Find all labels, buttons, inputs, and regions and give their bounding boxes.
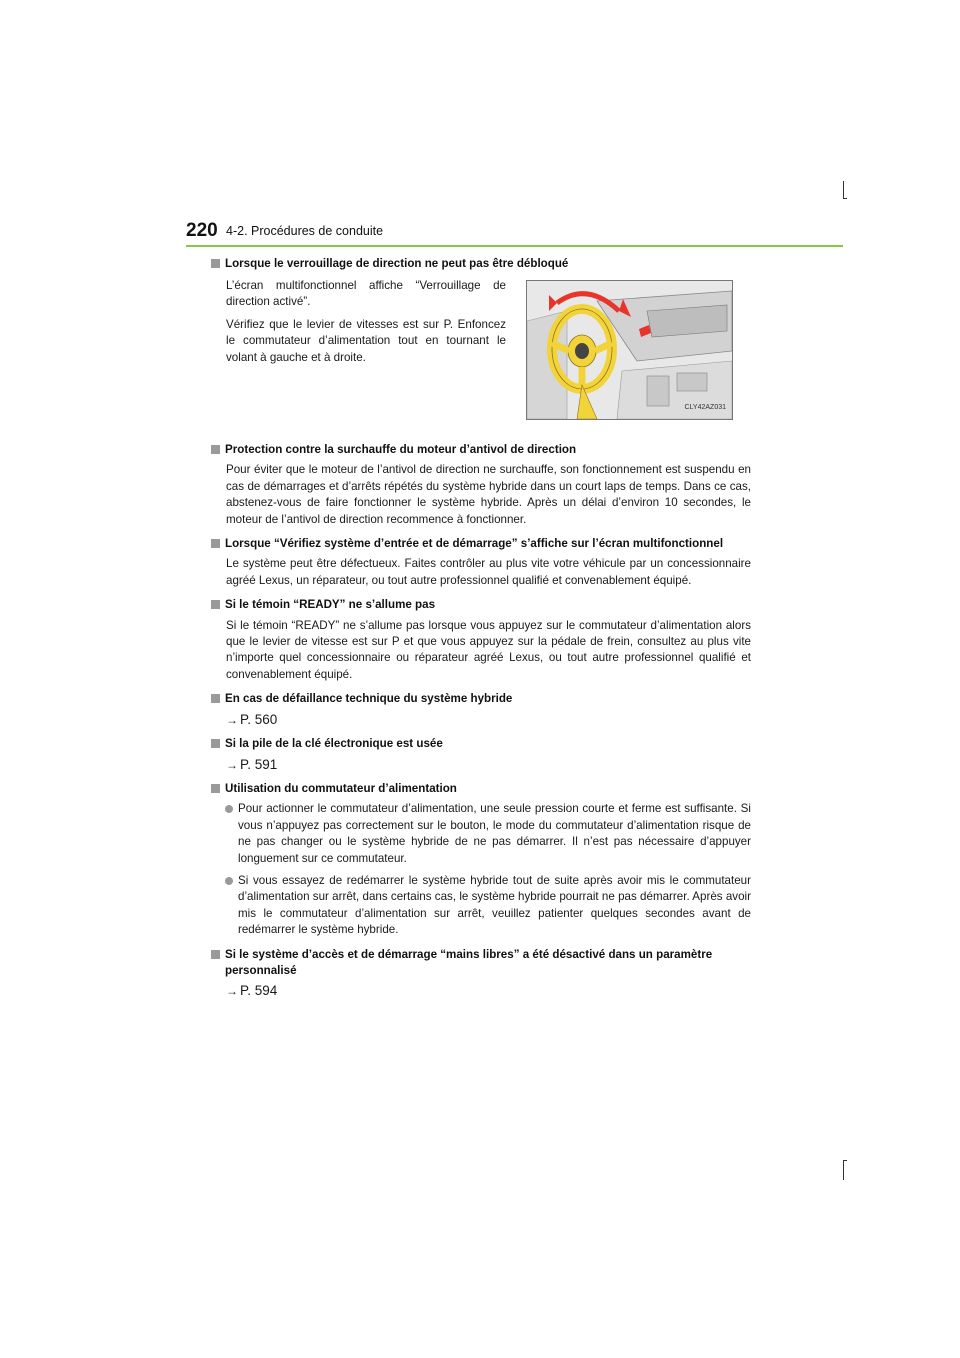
crop-mark-top <box>843 181 844 199</box>
paragraph: L’écran multifonctionnel affiche “Verrouillage de direction activé”. <box>226 279 506 309</box>
square-bullet-icon <box>211 539 220 548</box>
figure-code: CLY42AZ031 <box>684 403 726 411</box>
section-key-battery <box>211 736 751 773</box>
section-title: 4-2. Procédures de conduite <box>226 224 384 238</box>
square-bullet-icon <box>211 950 220 959</box>
list-item: Si vous essayez de redémarrer le système hybride tout de suite après avoir mis le commutateur d’alimentation sur arrêt, dans certains cas, le système hybride pourrait ne pas démarrer. Après avoir mis le commutateur d’alimentation sur arrêt, veuillez patienter quelques secondes avant de redémarrer le système hybride. <box>211 873 751 939</box>
section-heading: Si le témoin “READY” ne s’allume pas <box>211 597 751 613</box>
arrow-right-icon: → <box>226 757 238 772</box>
square-bullet-icon <box>211 445 220 454</box>
crop-mark-bottom-head <box>843 1160 847 1161</box>
square-bullet-icon <box>211 259 220 268</box>
steering-wheel-illustration-icon <box>527 281 732 419</box>
section-body <box>226 278 506 372</box>
paragraph: Le système peut être défectueux. Faites contrôler au plus vite votre véhicule par un concessionnaire agréé Lexus, un réparateur, ou tout autre professionnel qualifié et convenablement équipé. <box>226 557 751 587</box>
page-reference-link[interactable]: → P. 594 <box>226 983 278 999</box>
round-bullet-icon <box>225 877 233 885</box>
section-ready-indicator <box>211 597 751 683</box>
page-reference-link[interactable]: → P. 591 <box>226 756 278 772</box>
section-check-system <box>211 536 751 589</box>
crop-mark-top-foot <box>843 198 847 199</box>
round-bullet-icon <box>225 805 233 813</box>
section-power-switch-use <box>211 781 751 939</box>
page-number: 220 <box>186 220 218 241</box>
page-content <box>211 256 751 1008</box>
arrow-right-icon: → <box>226 984 238 999</box>
steering-wheel-figure <box>526 280 733 420</box>
section-motor-overheat <box>211 442 751 528</box>
paragraph: Pour éviter que le moteur de l’antivol de direction ne surchauffe, son fonctionnement est suspendu en cas de démarrages et d’arrêts répétés du système hybride dans un court laps de temps. Dans ce cas, abstenez-vous de faire fonctionner le système hybride. Après un délai d’environ 10 secondes, le moteur de l’antivol de direction recommence à fonctionner. <box>226 463 751 526</box>
section-heading: En cas de défaillance technique du système hybride <box>211 691 751 707</box>
list-item: Pour actionner le commutateur d’alimentation, une seule pression courte et ferme est suffisante. Si vous n’appuyez pas correctement sur le bouton, le mode du commutateur d’alimentation risque de ne pas changer ou le système hybride de ne pas démarrer. Il n’est pas nécessaire d’appuyer longuement sur ce commutateur. <box>211 801 751 867</box>
paragraph: Si le témoin “READY” ne s’allume pas lorsque vous appuyez sur le commutateur d’alimentation alors que le levier de vitesse est sur P et que vous appuyez sur la pédale de frein, consultez au plus vite n’importe quel concessionnaire ou réparateur agréé Lexus, ou tout autre professionnel qualifié et convenablement équipé. <box>226 618 751 681</box>
section-heading: Lorsque “Vérifiez système d’entrée et de démarrage” s’affiche sur l’écran multifonctionnel <box>211 536 751 552</box>
section-heading: Lorsque le verrouillage de direction ne peut pas être débloqué <box>211 256 751 272</box>
section-heading: Si la pile de la clé électronique est usée <box>211 736 751 752</box>
header-rule <box>186 245 843 247</box>
section-heading: Protection contre la surchauffe du moteur d’antivol de direction <box>211 442 751 458</box>
arrow-right-icon: → <box>226 712 238 727</box>
section-smart-access-disabled <box>211 947 751 1000</box>
square-bullet-icon <box>211 600 220 609</box>
square-bullet-icon <box>211 694 220 703</box>
section-steering-lock <box>211 256 751 434</box>
section-heading: Utilisation du commutateur d’alimentation <box>211 781 751 797</box>
section-hybrid-failure <box>211 691 751 728</box>
page-header <box>186 220 843 248</box>
crop-mark-bottom <box>843 1160 844 1180</box>
page-reference-link[interactable]: → P. 560 <box>226 711 278 727</box>
section-heading: Si le système d’accès et de démarrage “mains libres” a été désactivé dans un paramètre personnalisé <box>211 947 751 980</box>
paragraph: Vérifiez que le levier de vitesses est sur P. Enfoncez le commutateur d’alimentation tout en tournant le volant à gauche et à droite. <box>226 317 506 364</box>
square-bullet-icon <box>211 784 220 793</box>
square-bullet-icon <box>211 739 220 748</box>
